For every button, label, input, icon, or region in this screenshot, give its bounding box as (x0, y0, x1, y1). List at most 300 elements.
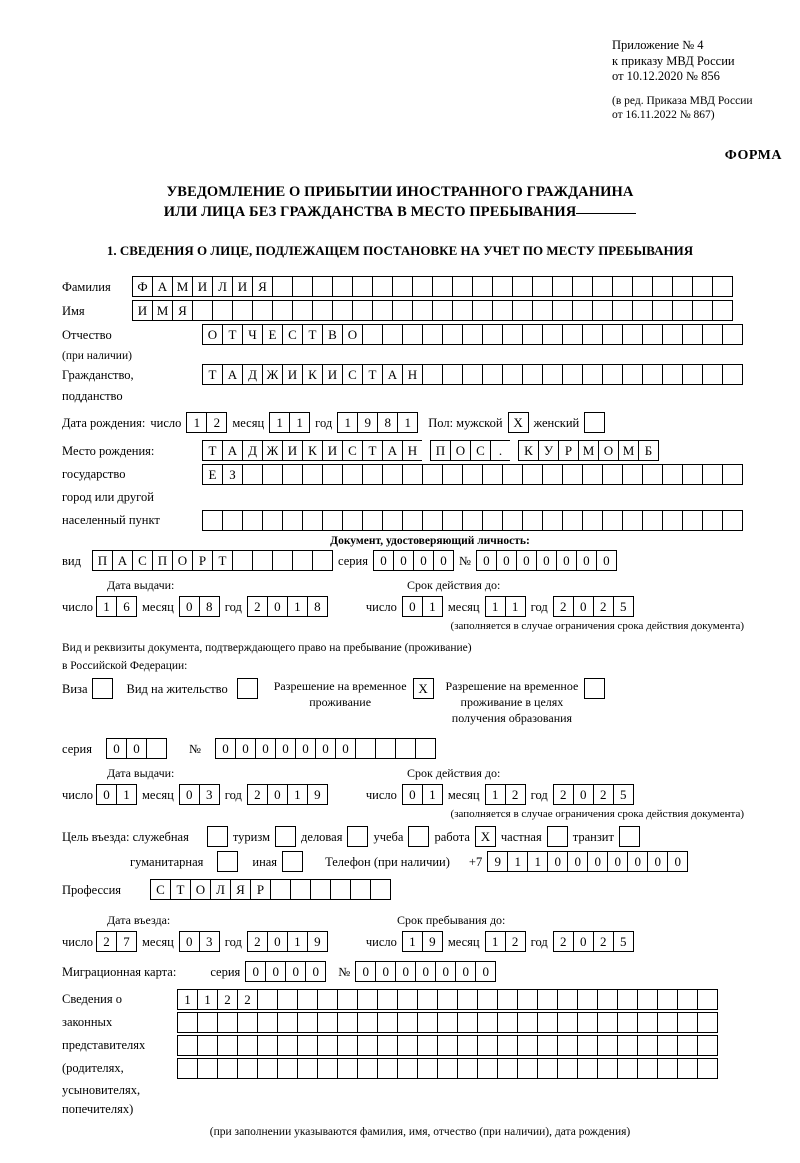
permit-number-input[interactable] (215, 738, 436, 759)
cell[interactable] (577, 1058, 598, 1079)
cell[interactable] (597, 1035, 618, 1056)
cell[interactable] (397, 989, 418, 1010)
birthplace-city-line2[interactable] (202, 464, 743, 485)
cell[interactable] (222, 510, 243, 531)
cell[interactable]: Т (362, 440, 383, 461)
cell[interactable]: 1 (116, 784, 137, 805)
cell[interactable] (617, 1035, 638, 1056)
cell[interactable]: Ж (262, 440, 283, 461)
residence-checkbox[interactable] (237, 678, 258, 699)
cell[interactable] (382, 510, 403, 531)
cell[interactable]: 1 (485, 784, 506, 805)
cell[interactable] (677, 1058, 698, 1079)
birthplace-city-line3[interactable] (202, 510, 743, 531)
cell[interactable] (437, 1012, 458, 1033)
cell[interactable]: С (132, 550, 153, 571)
cell[interactable]: Б (638, 440, 659, 461)
cell[interactable]: И (192, 276, 213, 297)
cell[interactable] (472, 300, 493, 321)
cell[interactable] (612, 300, 633, 321)
sex-female-checkbox[interactable] (584, 412, 605, 433)
cell[interactable] (237, 1012, 258, 1033)
cell[interactable] (272, 550, 293, 571)
cell[interactable] (557, 1058, 578, 1079)
cell[interactable] (462, 324, 483, 345)
cell[interactable] (722, 324, 743, 345)
cell[interactable] (462, 510, 483, 531)
cell[interactable] (642, 324, 663, 345)
stay-month-input[interactable] (485, 931, 526, 952)
cell[interactable] (457, 1035, 478, 1056)
cell[interactable]: А (382, 364, 403, 385)
cell[interactable] (617, 1058, 638, 1079)
cell[interactable] (597, 1058, 618, 1079)
cell[interactable] (262, 464, 283, 485)
cell[interactable] (375, 738, 396, 759)
cell[interactable] (272, 300, 293, 321)
cell[interactable] (402, 464, 423, 485)
cell[interactable] (472, 276, 493, 297)
cell[interactable] (370, 879, 391, 900)
cell[interactable] (332, 300, 353, 321)
cell[interactable] (337, 1058, 358, 1079)
cell[interactable]: О (202, 324, 223, 345)
cell[interactable]: Я (252, 276, 273, 297)
cell[interactable] (355, 738, 376, 759)
cell[interactable]: 5 (613, 784, 634, 805)
doc-number-input[interactable] (476, 550, 617, 571)
birthplace-city-part1[interactable] (430, 440, 511, 461)
cell[interactable] (482, 464, 503, 485)
cell[interactable]: 0 (433, 550, 454, 571)
cell[interactable]: 0 (375, 961, 396, 982)
cell[interactable] (342, 510, 363, 531)
cell[interactable] (290, 879, 311, 900)
cell[interactable] (297, 1058, 318, 1079)
cell[interactable]: 0 (547, 851, 568, 872)
cell[interactable]: X (508, 412, 529, 433)
cell[interactable]: У (538, 440, 559, 461)
cell[interactable] (432, 276, 453, 297)
cell[interactable]: Т (212, 550, 233, 571)
cell[interactable] (332, 276, 353, 297)
cell[interactable] (632, 276, 653, 297)
cell[interactable] (722, 510, 743, 531)
cell[interactable] (322, 464, 343, 485)
doc-valid-day-input[interactable] (402, 596, 443, 617)
cell[interactable]: 0 (393, 550, 414, 571)
birthplace-city-part2[interactable] (518, 440, 659, 461)
cell[interactable] (697, 1058, 718, 1079)
cell[interactable] (622, 464, 643, 485)
cell[interactable] (492, 276, 513, 297)
cell[interactable] (302, 510, 323, 531)
cell[interactable]: 0 (215, 738, 236, 759)
cell[interactable] (562, 510, 583, 531)
cell[interactable] (682, 324, 703, 345)
cell[interactable] (297, 989, 318, 1010)
surname-input[interactable] (132, 276, 733, 297)
cell[interactable]: 0 (355, 961, 376, 982)
cell[interactable] (362, 324, 383, 345)
cell[interactable]: 1 (505, 596, 526, 617)
permit-issue-day-input[interactable] (96, 784, 137, 805)
cell[interactable] (330, 879, 351, 900)
cell[interactable] (217, 1035, 238, 1056)
cell[interactable] (677, 989, 698, 1010)
cell[interactable]: И (322, 440, 343, 461)
cell[interactable] (537, 989, 558, 1010)
cell[interactable] (637, 989, 658, 1010)
cell[interactable] (422, 464, 443, 485)
cell[interactable] (417, 1058, 438, 1079)
cell[interactable] (377, 1012, 398, 1033)
doc-type-input[interactable] (92, 550, 333, 571)
doc-series-input[interactable] (373, 550, 454, 571)
entry-day-input[interactable] (96, 931, 137, 952)
cell[interactable] (357, 1012, 378, 1033)
cell[interactable]: 1 (177, 989, 198, 1010)
cell[interactable] (337, 1035, 358, 1056)
cell[interactable] (442, 364, 463, 385)
cell[interactable] (310, 879, 331, 900)
cell[interactable]: 1 (402, 931, 423, 952)
cell[interactable] (317, 1035, 338, 1056)
cell[interactable] (602, 510, 623, 531)
cell[interactable] (657, 1012, 678, 1033)
cell[interactable]: 0 (106, 738, 127, 759)
cell[interactable]: 8 (307, 596, 328, 617)
cell[interactable]: 8 (377, 412, 398, 433)
cell[interactable]: 2 (237, 989, 258, 1010)
cell[interactable]: 0 (255, 738, 276, 759)
cell[interactable] (442, 510, 463, 531)
cell[interactable]: 0 (475, 961, 496, 982)
cell[interactable]: 1 (289, 412, 310, 433)
cell[interactable] (582, 510, 603, 531)
cell[interactable]: 0 (267, 596, 288, 617)
cell[interactable] (252, 300, 273, 321)
cell[interactable]: 0 (305, 961, 326, 982)
cell[interactable] (342, 464, 363, 485)
cell[interactable] (522, 324, 543, 345)
cell[interactable] (562, 364, 583, 385)
cell[interactable]: О (598, 440, 619, 461)
cell[interactable] (277, 1035, 298, 1056)
cell[interactable]: О (450, 440, 471, 461)
purpose-private-checkbox[interactable] (547, 826, 568, 847)
cell[interactable] (317, 989, 338, 1010)
cell[interactable] (297, 1012, 318, 1033)
cell[interactable] (517, 1058, 538, 1079)
cell[interactable]: 3 (199, 931, 220, 952)
cell[interactable] (317, 1058, 338, 1079)
cell[interactable]: 0 (179, 931, 200, 952)
cell[interactable] (677, 1035, 698, 1056)
cell[interactable] (532, 276, 553, 297)
cell[interactable] (417, 1012, 438, 1033)
cell[interactable] (146, 738, 167, 759)
cell[interactable]: 0 (573, 784, 594, 805)
cell[interactable] (177, 1035, 198, 1056)
cell[interactable] (652, 300, 673, 321)
legal-rep-line-4[interactable] (177, 1058, 718, 1079)
cell[interactable] (337, 989, 358, 1010)
cell[interactable] (502, 464, 523, 485)
cell[interactable] (197, 1058, 218, 1079)
cell[interactable] (602, 324, 623, 345)
cell[interactable]: Е (202, 464, 223, 485)
purpose-tourism-checkbox[interactable] (275, 826, 296, 847)
cell[interactable] (637, 1035, 658, 1056)
cell[interactable] (584, 678, 605, 699)
cell[interactable]: 1 (287, 596, 308, 617)
cell[interactable] (482, 364, 503, 385)
cell[interactable] (412, 300, 433, 321)
cell[interactable]: 2 (593, 931, 614, 952)
cell[interactable] (272, 276, 293, 297)
cell[interactable] (557, 989, 578, 1010)
cell[interactable] (722, 364, 743, 385)
cell[interactable]: 2 (247, 784, 268, 805)
cell[interactable] (377, 1035, 398, 1056)
cell[interactable] (522, 464, 543, 485)
cell[interactable] (702, 510, 723, 531)
cell[interactable] (237, 1035, 258, 1056)
cell[interactable] (672, 300, 693, 321)
cell[interactable] (232, 550, 253, 571)
legal-rep-line-2[interactable] (177, 1012, 718, 1033)
cell[interactable]: 3 (199, 784, 220, 805)
cell[interactable]: 9 (307, 931, 328, 952)
cell[interactable] (277, 1058, 298, 1079)
cell[interactable] (270, 879, 291, 900)
cell[interactable]: С (342, 364, 363, 385)
cell[interactable]: 1 (197, 989, 218, 1010)
cell[interactable] (402, 510, 423, 531)
cell[interactable] (662, 324, 683, 345)
cell[interactable]: 0 (275, 738, 296, 759)
cell[interactable] (322, 510, 343, 531)
cell[interactable] (642, 364, 663, 385)
doc-issue-day-input[interactable] (96, 596, 137, 617)
birthplace-state-input[interactable] (202, 440, 423, 461)
purpose-service-checkbox[interactable] (207, 826, 228, 847)
temp-residence-checkbox[interactable] (413, 678, 434, 699)
visa-checkbox[interactable] (92, 678, 113, 699)
cell[interactable] (392, 276, 413, 297)
cell[interactable] (577, 1035, 598, 1056)
cell[interactable]: А (112, 550, 133, 571)
cell[interactable] (557, 1035, 578, 1056)
cell[interactable] (657, 989, 678, 1010)
cell[interactable] (517, 989, 538, 1010)
cell[interactable]: К (302, 364, 323, 385)
cell[interactable]: Я (172, 300, 193, 321)
cell[interactable] (457, 1058, 478, 1079)
cell[interactable] (282, 464, 303, 485)
cell[interactable]: М (172, 276, 193, 297)
cell[interactable]: 0 (647, 851, 668, 872)
cell[interactable] (537, 1012, 558, 1033)
cell[interactable]: И (322, 364, 343, 385)
cell[interactable]: С (282, 324, 303, 345)
cell[interactable] (202, 510, 223, 531)
cell[interactable]: К (518, 440, 539, 461)
cell[interactable] (557, 1012, 578, 1033)
cell[interactable]: 9 (307, 784, 328, 805)
cell[interactable]: 0 (587, 851, 608, 872)
cell[interactable] (422, 510, 443, 531)
cell[interactable] (462, 364, 483, 385)
cell[interactable] (377, 1058, 398, 1079)
cell[interactable] (292, 300, 313, 321)
cell[interactable] (682, 464, 703, 485)
cell[interactable]: 0 (295, 738, 316, 759)
cell[interactable] (422, 364, 443, 385)
cell[interactable] (242, 464, 263, 485)
purpose-humanitarian-checkbox[interactable] (217, 851, 238, 872)
cell[interactable] (297, 1035, 318, 1056)
cell[interactable]: Т (170, 879, 191, 900)
cell[interactable]: Л (210, 879, 231, 900)
cell[interactable] (672, 276, 693, 297)
cell[interactable]: Е (262, 324, 283, 345)
cell[interactable] (477, 989, 498, 1010)
patronymic-input[interactable] (202, 324, 743, 345)
cell[interactable]: В (322, 324, 343, 345)
cell[interactable] (362, 464, 383, 485)
purpose-other-checkbox[interactable] (282, 851, 303, 872)
cell[interactable] (622, 510, 643, 531)
cell[interactable]: П (430, 440, 451, 461)
cell[interactable] (517, 1035, 538, 1056)
cell[interactable] (502, 324, 523, 345)
cell[interactable]: 0 (126, 738, 147, 759)
permit-issue-year-input[interactable] (247, 784, 328, 805)
cell[interactable]: 0 (402, 596, 423, 617)
cell[interactable] (432, 300, 453, 321)
cell[interactable] (692, 276, 713, 297)
cell[interactable]: Л (212, 276, 233, 297)
cell[interactable] (437, 1035, 458, 1056)
cell[interactable]: 1 (485, 931, 506, 952)
cell[interactable]: 1 (186, 412, 207, 433)
cell[interactable] (382, 324, 403, 345)
cell[interactable] (397, 1035, 418, 1056)
cell[interactable]: П (92, 550, 113, 571)
cell[interactable]: 1 (485, 596, 506, 617)
cell[interactable] (552, 276, 573, 297)
cell[interactable]: 1 (337, 412, 358, 433)
cell[interactable] (562, 464, 583, 485)
cell[interactable] (542, 464, 563, 485)
cell[interactable] (497, 1058, 518, 1079)
cell[interactable]: Р (192, 550, 213, 571)
cell[interactable] (462, 464, 483, 485)
stay-year-input[interactable] (553, 931, 634, 952)
doc-valid-month-input[interactable] (485, 596, 526, 617)
cell[interactable]: 7 (116, 931, 137, 952)
cell[interactable] (275, 826, 296, 847)
cell[interactable] (492, 300, 513, 321)
cell[interactable] (408, 826, 429, 847)
cell[interactable] (397, 1012, 418, 1033)
cell[interactable]: 0 (573, 931, 594, 952)
cell[interactable]: 9 (422, 931, 443, 952)
cell[interactable] (282, 851, 303, 872)
cell[interactable] (237, 1058, 258, 1079)
cell[interactable] (592, 300, 613, 321)
cell[interactable] (682, 364, 703, 385)
cell[interactable]: 9 (357, 412, 378, 433)
cell[interactable] (702, 464, 723, 485)
cell[interactable]: Т (222, 324, 243, 345)
cell[interactable] (292, 550, 313, 571)
cell[interactable] (477, 1035, 498, 1056)
cell[interactable]: М (152, 300, 173, 321)
cell[interactable]: 0 (395, 961, 416, 982)
cell[interactable]: 0 (285, 961, 306, 982)
cell[interactable]: Р (558, 440, 579, 461)
cell[interactable]: 0 (179, 784, 200, 805)
cell[interactable] (512, 276, 533, 297)
cell[interactable] (537, 1058, 558, 1079)
cell[interactable]: Я (230, 879, 251, 900)
cell[interactable]: Р (250, 879, 271, 900)
cell[interactable]: 0 (402, 784, 423, 805)
cell[interactable] (252, 550, 273, 571)
cell[interactable] (357, 1035, 378, 1056)
cell[interactable]: М (618, 440, 639, 461)
cell[interactable] (350, 879, 371, 900)
cell[interactable] (397, 1058, 418, 1079)
cell[interactable] (417, 989, 438, 1010)
purpose-business-checkbox[interactable] (347, 826, 368, 847)
cell[interactable]: 0 (567, 851, 588, 872)
cell[interactable] (632, 300, 653, 321)
cell[interactable] (282, 510, 303, 531)
cell[interactable] (377, 989, 398, 1010)
cell[interactable] (482, 510, 503, 531)
cell[interactable]: 1 (269, 412, 290, 433)
cell[interactable]: 0 (235, 738, 256, 759)
cell[interactable]: А (152, 276, 173, 297)
cell[interactable] (572, 300, 593, 321)
cell[interactable]: 2 (247, 931, 268, 952)
cell[interactable] (482, 324, 503, 345)
legal-rep-line-1[interactable] (177, 989, 718, 1010)
cell[interactable] (477, 1012, 498, 1033)
cell[interactable]: 0 (267, 784, 288, 805)
cell[interactable] (477, 1058, 498, 1079)
cell[interactable]: 0 (627, 851, 648, 872)
cell[interactable] (642, 510, 663, 531)
cell[interactable]: 0 (179, 596, 200, 617)
cell[interactable]: 1 (422, 596, 443, 617)
cell[interactable] (657, 1035, 678, 1056)
cell[interactable] (212, 300, 233, 321)
cell[interactable]: 0 (267, 931, 288, 952)
cell[interactable]: 0 (556, 550, 577, 571)
permit-valid-month-input[interactable] (485, 784, 526, 805)
cell[interactable] (682, 510, 703, 531)
profession-input[interactable] (150, 879, 391, 900)
purpose-work-checkbox[interactable] (475, 826, 496, 847)
cell[interactable]: 1 (422, 784, 443, 805)
cell[interactable]: 0 (496, 550, 517, 571)
cell[interactable] (512, 300, 533, 321)
